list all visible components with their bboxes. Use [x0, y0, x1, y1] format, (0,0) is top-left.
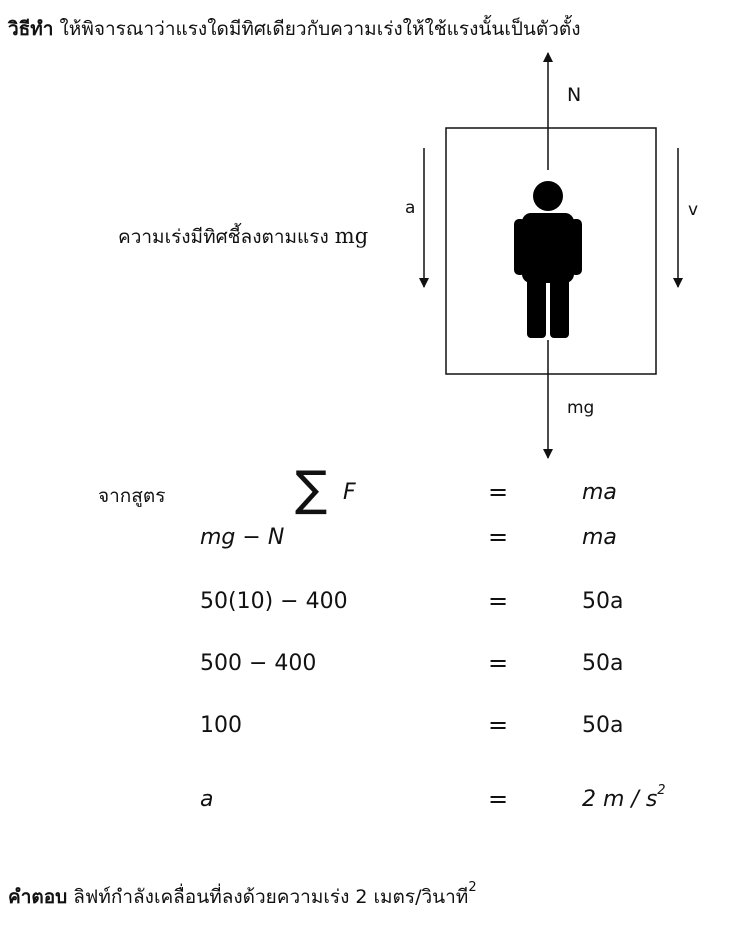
acceleration-note-text: ความเร่งมีทิศชี้ลงตามแรง	[118, 226, 329, 248]
eq-row-5-eq: =	[488, 711, 509, 739]
eq-row-3-rhs: 50a	[582, 589, 624, 614]
answer-text: ลิฟท์กำลังเคลื่อนที่ลงด้วยความเร่ง 2 เมตร/วินาที	[73, 886, 469, 908]
answer-label: คำตอบ	[8, 886, 68, 908]
velocity-label: v	[688, 200, 699, 220]
instruction-label: วิธีทำ	[8, 18, 54, 40]
answer-exponent: 2	[468, 880, 477, 895]
eq-row-1-lhs: F	[343, 480, 356, 505]
eq-row-6-rhs	[582, 783, 666, 812]
formula-intro: จากสูตร	[98, 485, 166, 507]
eq-row-6-eq: =	[488, 785, 509, 813]
normal-force-label: N	[567, 84, 582, 106]
eq-row-4-rhs: 50a	[582, 651, 624, 676]
eq-row-5-rhs: 50a	[582, 713, 624, 738]
acceleration-note-symbol: mg	[334, 224, 369, 248]
instruction-text: ให้พิจารณาว่าแรงใดมีทิศเดียวกับความเร่งให้ใช้แรงนั้นเป็นตัวตั้ง	[59, 18, 581, 40]
weight-label: mg	[567, 398, 595, 418]
eq-row-2-eq: =	[488, 523, 509, 551]
eq-row-6-rhs-main: 2 m / s	[582, 787, 658, 812]
sum-symbol: ∑	[295, 461, 328, 517]
eq-row-1-eq: =	[488, 478, 509, 506]
person-icon	[514, 181, 582, 338]
eq-row-5-lhs: 100	[200, 713, 242, 738]
eq-row-1-rhs: ma	[582, 480, 617, 505]
eq-row-3-eq: =	[488, 587, 509, 615]
eq-row-4-eq: =	[488, 649, 509, 677]
eq-row-6-rhs-exponent: 2	[657, 783, 666, 798]
eq-row-6-lhs: a	[200, 787, 214, 812]
eq-row-3-lhs: 50(10) − 400	[200, 589, 348, 614]
answer-line	[8, 882, 477, 912]
eq-row-2-lhs: mg − N	[200, 525, 285, 550]
acceleration-label: a	[405, 198, 416, 218]
acceleration-note	[118, 222, 368, 252]
eq-row-2-rhs: ma	[582, 525, 617, 550]
eq-row-4-lhs: 500 − 400	[200, 651, 317, 676]
